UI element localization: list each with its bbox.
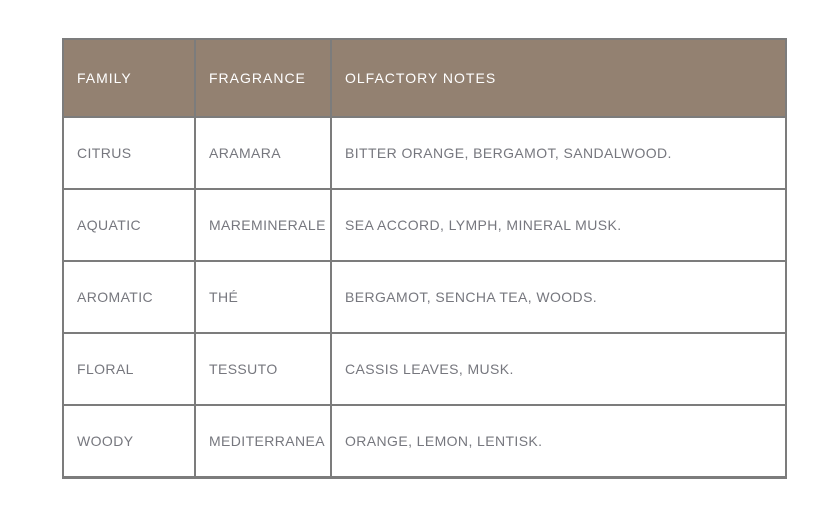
fragrance-table	[62, 38, 787, 479]
table-row	[63, 405, 786, 478]
cell-fragrance: ARAMARA	[195, 117, 331, 189]
table-row	[63, 261, 786, 333]
cell-fragrance: TESSUTO	[195, 333, 331, 405]
header-row	[63, 39, 786, 117]
cell-family: FLORAL	[63, 333, 195, 405]
cell-family: AROMATIC	[63, 261, 195, 333]
column-header-olfactory-notes: OLFACTORY NOTES	[331, 39, 786, 117]
cell-family: CITRUS	[63, 117, 195, 189]
cell-fragrance: THÉ	[195, 261, 331, 333]
table-row	[63, 333, 786, 405]
column-header-family: FAMILY	[63, 39, 195, 117]
cell-family: AQUATIC	[63, 189, 195, 261]
cell-notes: CASSIS LEAVES, MUSK.	[331, 333, 786, 405]
cell-notes: SEA ACCORD, LYMPH, MINERAL MUSK.	[331, 189, 786, 261]
table-row	[63, 189, 786, 261]
cell-family: WOODY	[63, 405, 195, 478]
cell-notes: BERGAMOT, SENCHA TEA, WOODS.	[331, 261, 786, 333]
cell-fragrance: MAREMINERALE	[195, 189, 331, 261]
cell-notes: BITTER ORANGE, BERGAMOT, SANDALWOOD.	[331, 117, 786, 189]
cell-fragrance: MEDITERRANEA	[195, 405, 331, 478]
cell-notes: ORANGE, LEMON, LENTISK.	[331, 405, 786, 478]
column-header-fragrance: FRAGRANCE	[195, 39, 331, 117]
table-row	[63, 117, 786, 189]
